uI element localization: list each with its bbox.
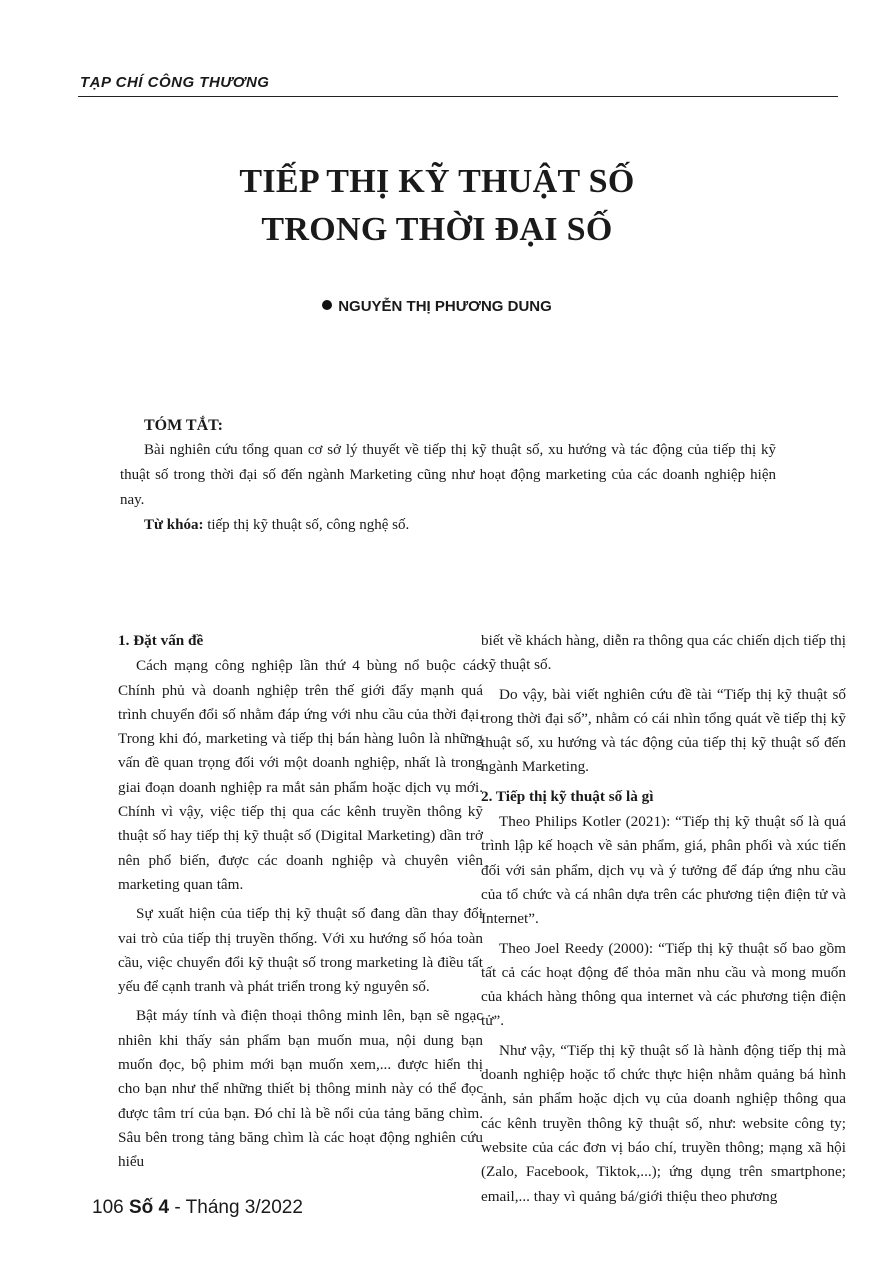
article-title xyxy=(0,158,874,254)
page-number: 106 xyxy=(92,1197,124,1218)
paragraph: Theo Philips Kotler (2021): “Tiếp thị kỹ thuật số là quá trình lập kế hoạch về sản phẩm, giá, phân phối và xúc tiến đối với sản phẩm, dịch vụ và ý tưởng để đáp ứng nhu cầu của tổ chức và cá nhân dựa trên các phương tiện điện tử và Internet”. xyxy=(481,813,846,928)
issue-number: Số 4 xyxy=(128,1197,170,1218)
bullet-icon xyxy=(322,300,332,310)
keywords-label: Từ khóa: xyxy=(144,517,204,533)
issue-date: - Tháng 3/2022 xyxy=(169,1197,303,1218)
paragraph: Như vậy, “Tiếp thị kỹ thuật số là hành động tiếp thị mà doanh nghiệp hoặc tổ chức thực hiện nhằm quảng bá hình ảnh, sản phẩm hoặc dịch vụ của doanh nghiệp thông qua các kênh truyền thông kỹ thuật số, như: website công ty; website của các đơn vị báo chí, truyền thông; mạng xã hội (Zalo, Facebook, Tiktok,...); ứng dụng trên smartphone; email,... thay vì quảng bá/giới thiệu theo phương xyxy=(481,1041,846,1205)
paragraph: Cách mạng công nghiệp lần thứ 4 bùng nổ buộc các Chính phủ và doanh nghiệp trên thế giới đẩy mạnh quá trình chuyển đổi số nhằm đáp ứng với nhu cầu của thời đại. Trong khi đó, marketing và tiếp thị bán hàng luôn là những vấn đề quan trọng đối với một doanh nghiệp, nhất là trong giai đoạn doanh nghiệp ra mắt sản phẩm hoặc dịch vụ mới. Chính vì vậy, việc tiếp thị qua các kênh truyền thông kỹ thuật số hay tiếp thị kỹ thuật số (Digital Marketing) dần trở nên phổ biến, được các doanh nghiệp và chuyên viên marketing quan tâm. xyxy=(118,657,483,893)
abstract-heading: TÓM TẮT: xyxy=(144,417,223,434)
journal-name: TẠP CHÍ CÔNG THƯƠNG xyxy=(80,74,270,91)
keywords-line xyxy=(120,513,776,538)
right-column xyxy=(481,629,846,1214)
paragraph: Sự xuất hiện của tiếp thị kỹ thuật số đang dần thay đổi vai trò của tiếp thị truyền thống. Với xu hướng số hóa toàn cầu, việc chuyển đổi kỹ thuật số trong marketing là điều tất yếu để cạnh tranh và phát triển trong kỷ nguyên số. xyxy=(118,905,483,996)
title-line-1: TIẾP THỊ KỸ THUẬT SỐ xyxy=(239,163,635,200)
left-column xyxy=(118,629,483,1180)
author-line xyxy=(0,298,874,315)
author-name: NGUYỄN THỊ PHƯƠNG DUNG xyxy=(338,298,552,315)
keywords-text: tiếp thị kỹ thuật số, công nghệ số. xyxy=(203,517,410,533)
section-1-title: 1. Đặt vấn đề xyxy=(118,632,204,649)
header-divider xyxy=(78,96,838,97)
paragraph: Theo Joel Reedy (2000): “Tiếp thị kỹ thuật số bao gồm tất cả các hoạt động để thỏa mãn nhu cầu và mong muốn của khách hàng thông qua internet và các phương tiện điện tử”. xyxy=(481,939,846,1030)
page-footer xyxy=(92,1197,303,1219)
title-line-2: TRONG THỜI ĐẠI SỐ xyxy=(261,211,613,248)
paragraph-continued: biết về khách hàng, diễn ra thông qua các chiến dịch tiếp thị kỹ thuật số. xyxy=(481,632,846,674)
paragraph: Do vậy, bài viết nghiên cứu đề tài “Tiếp thị kỹ thuật số trong thời đại số”, nhằm có cái nhìn tổng quát về tiếp thị kỹ thuật số, xu hướng và tác động của tiếp thị kỹ thuật số đến ngành Marketing. xyxy=(481,685,846,776)
abstract-text: Bài nghiên cứu tổng quan cơ sở lý thuyết về tiếp thị kỹ thuật số, xu hướng và tác động của tiếp thị kỹ thuật số trong thời đại số đến ngành Marketing cũng như hoạt động marketing của các doanh nghiệp hiện nay. xyxy=(120,442,776,508)
section-2-title: 2. Tiếp thị kỹ thuật số là gì xyxy=(481,787,654,805)
paragraph: Bật máy tính và điện thoại thông minh lên, bạn sẽ ngạc nhiên khi thấy sản phẩm bạn muốn mua, nội dung bạn muốn đọc, bộ phim mới bạn muốn xem,... được hiển thị cho bạn như thể những thiết bị thông minh này có thể đọc được tâm trí của bạn. Đó chỉ là bề nổi của tảng băng chìm. Sâu bên trong tảng băng chìm là các hoạt động nghiên cứu hiểu xyxy=(118,1007,483,1171)
abstract-block xyxy=(120,413,776,538)
